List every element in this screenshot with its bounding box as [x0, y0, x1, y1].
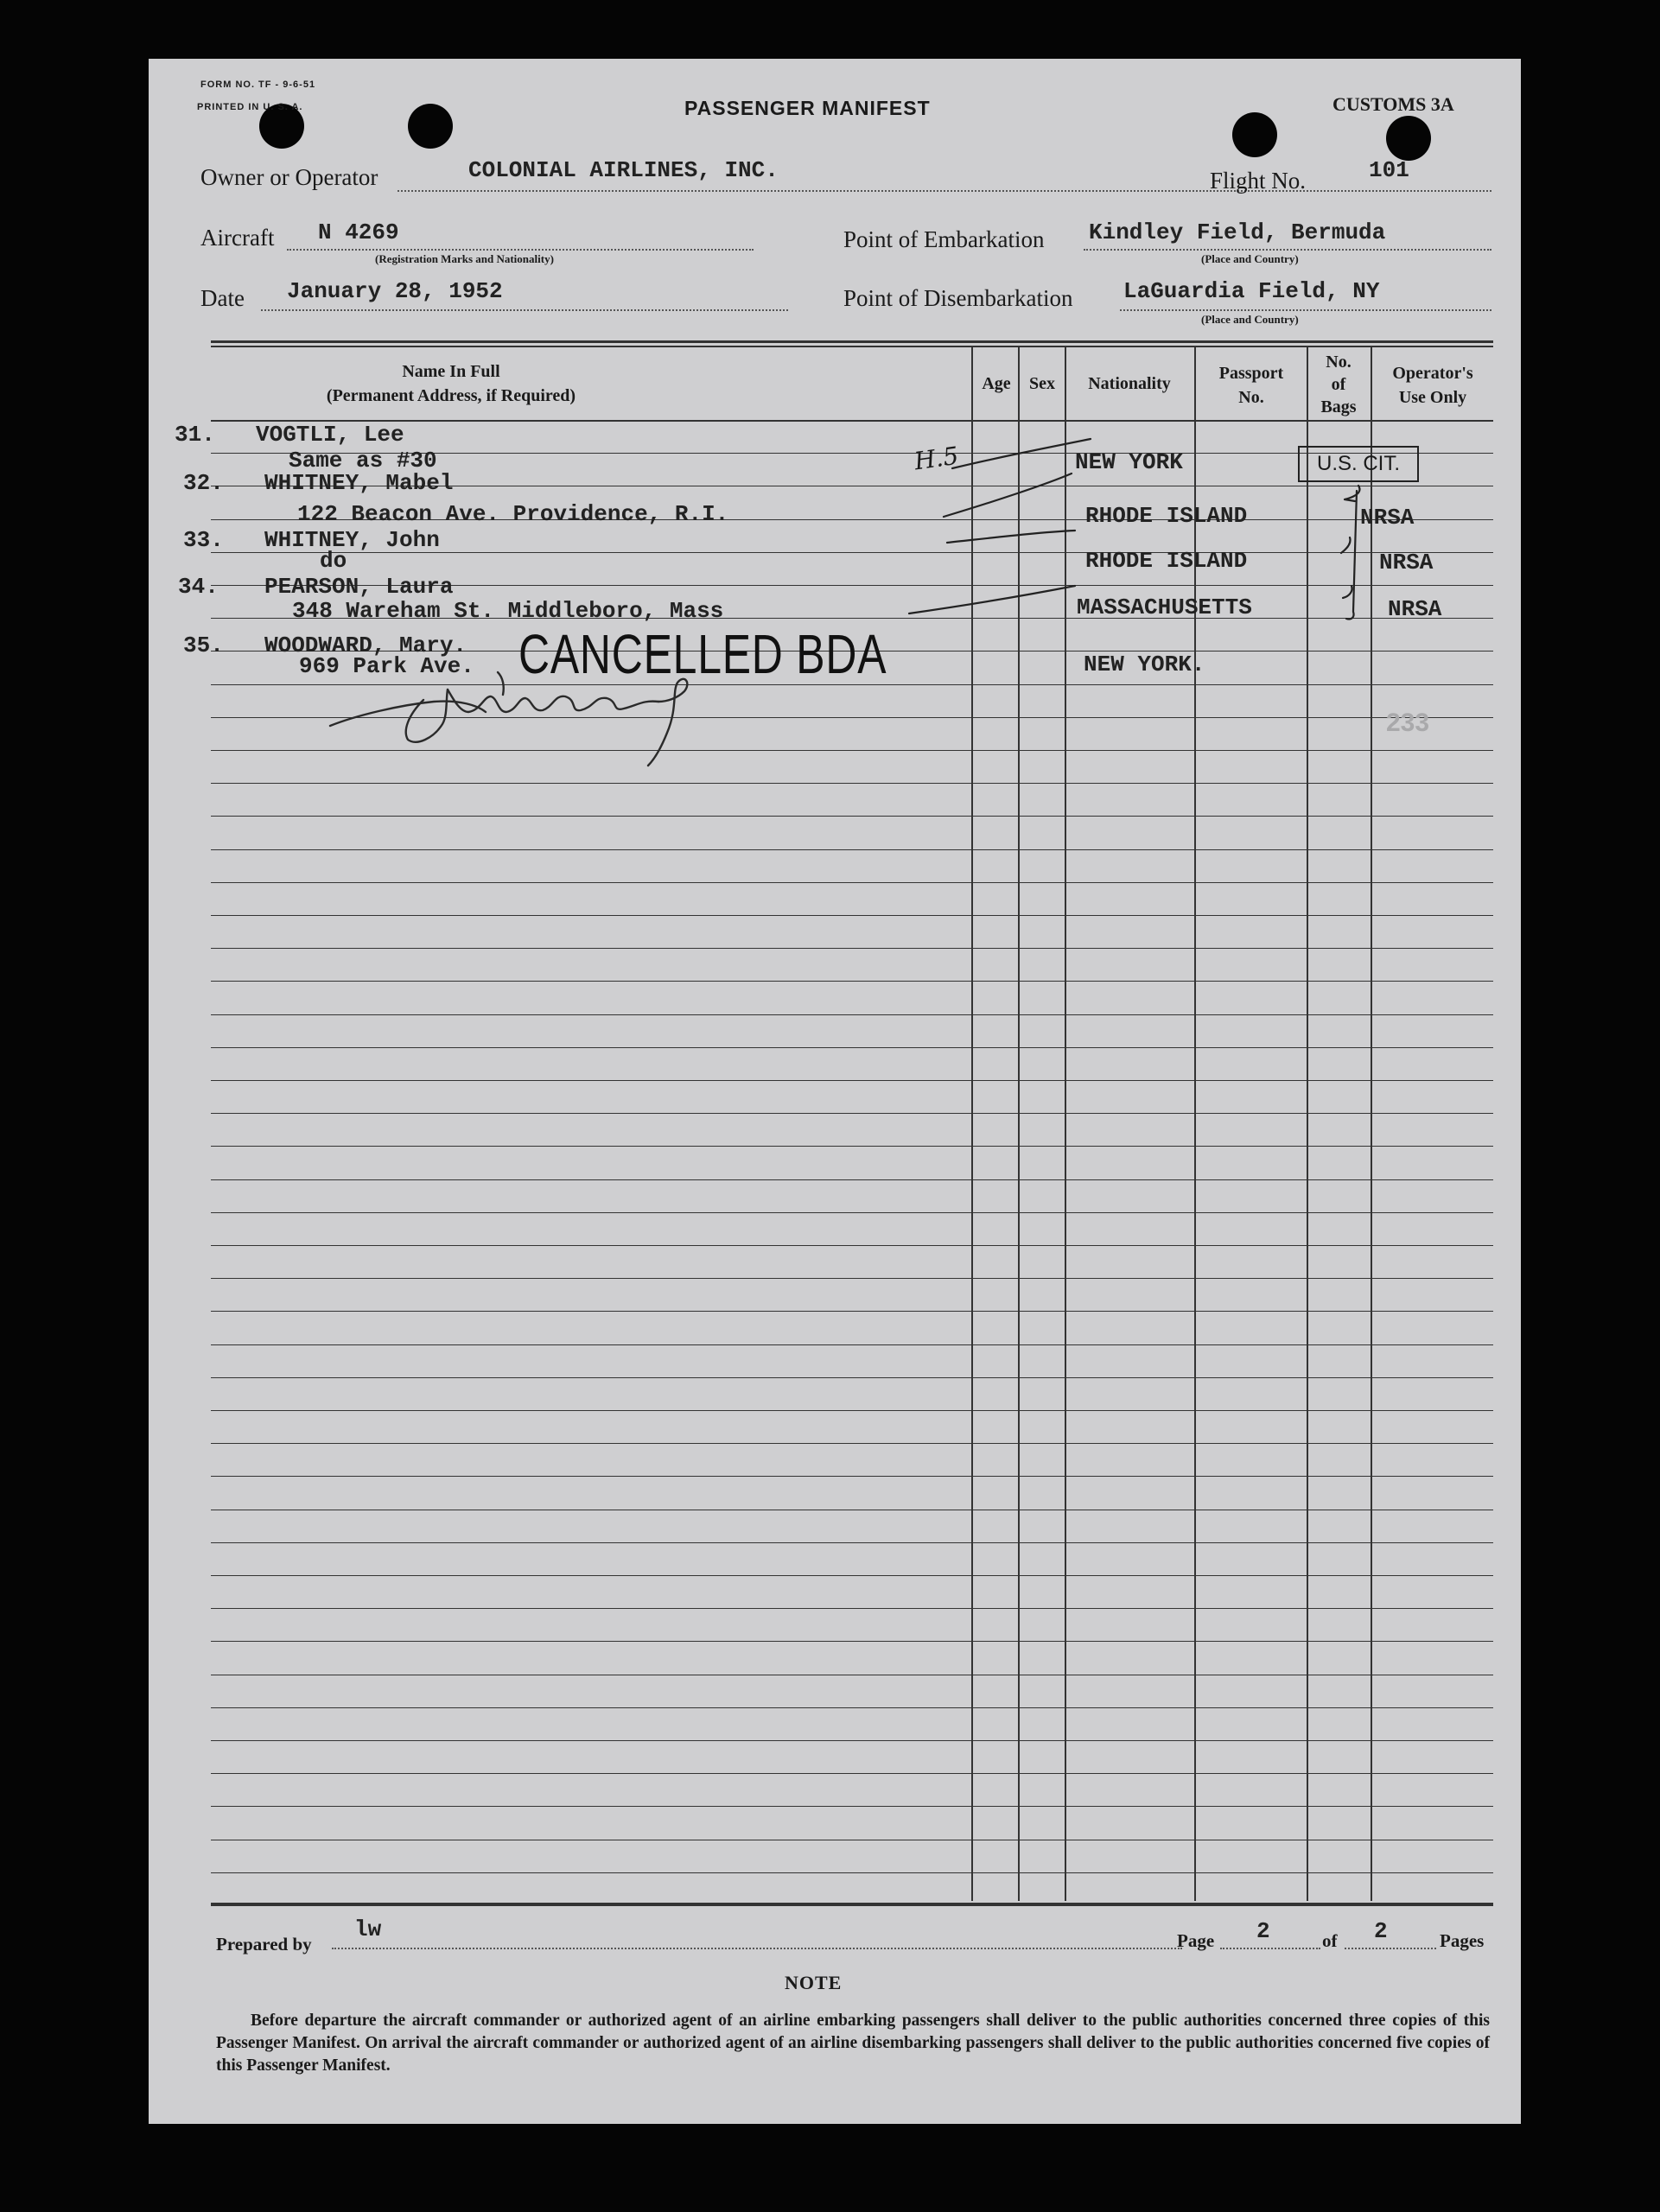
- entry-name: WOODWARD, Mary.: [264, 632, 467, 658]
- prepared-label: Prepared by: [216, 1934, 312, 1955]
- table-row-line: [211, 915, 1493, 916]
- note-body: Before departure the aircraft commander or authorized agent of an airline embarking passengers shall deliver to the public authorities concerned three copies of this Passenger Manifest. On arrival the aircraft commander or authorized agent of an airline disembarking passengers shall deliver to the public authorities concerned five copies of this Passenger Manifest.: [216, 2012, 1490, 2075]
- owner-value: COLONIAL AIRLINES, INC.: [468, 157, 779, 183]
- flight-label: Flight No.: [1210, 168, 1307, 194]
- disembarkation-caption: (Place and Country): [1201, 313, 1299, 326]
- embarkation-label: Point of Embarkation: [843, 226, 1045, 252]
- citizen-stamp: U.S. CIT.: [1298, 446, 1419, 482]
- table-row-line: [211, 1377, 1493, 1378]
- entry-use: NRSA: [1388, 596, 1442, 622]
- entry-name: WHITNEY, Mabel: [264, 470, 454, 496]
- entry-nationality: MASSACHUSETTS: [1077, 594, 1252, 620]
- of-label: of: [1322, 1930, 1338, 1951]
- table-row-line: [211, 1872, 1493, 1873]
- customs-label: CUSTOMS 3A: [1332, 93, 1454, 115]
- aircraft-value: N 4269: [318, 219, 399, 245]
- note-title: NOTE: [785, 1972, 843, 1993]
- entry-number: 35.: [183, 632, 224, 658]
- table-row-line: [211, 1212, 1493, 1213]
- embarkation-caption: (Place and Country): [1201, 252, 1299, 265]
- prepared-value: lw: [354, 1916, 382, 1942]
- printed-in: PRINTED IN U. S. A.: [197, 102, 303, 112]
- table-row-line: [211, 1542, 1493, 1543]
- table-row-line: [211, 1740, 1493, 1741]
- table-row-line: [211, 1311, 1493, 1312]
- date-label: Date: [200, 285, 245, 311]
- aircraft-label: Aircraft: [200, 225, 275, 251]
- entry-name: WHITNEY, John: [264, 527, 440, 553]
- table-row-line: [211, 1641, 1493, 1642]
- table-row-line: [211, 1245, 1493, 1246]
- entry-nationality: NEW YORK: [1075, 449, 1183, 475]
- disembarkation-label: Point of Disembarkation: [843, 285, 1073, 311]
- table-row-line: [211, 1014, 1493, 1015]
- page-label: Page: [1177, 1930, 1215, 1951]
- table-row-line: [211, 1344, 1493, 1345]
- handwritten-marks: [149, 59, 1521, 836]
- table-row-line: [211, 1278, 1493, 1279]
- entry-use: NRSA: [1360, 505, 1415, 531]
- table-row-line: [211, 981, 1493, 982]
- header-operator: Operator's Use Only: [1392, 364, 1473, 407]
- table-row-line: [211, 1905, 1493, 1906]
- table-row-line: [211, 1608, 1493, 1609]
- table-row-line: [211, 1113, 1493, 1114]
- header-age: Age: [982, 374, 1011, 393]
- page-value: 2: [1256, 1918, 1270, 1944]
- entry-nationality: NEW YORK.: [1084, 652, 1205, 677]
- form-number: FORM NO. TF - 9-6-51: [200, 79, 316, 90]
- faint-number: 233: [1386, 709, 1430, 737]
- table-row-line: [211, 1806, 1493, 1807]
- entry-name: VOGTLI, Lee: [256, 422, 404, 448]
- table-row-line: [211, 1476, 1493, 1477]
- entry-address: 969 Park Ave.: [299, 653, 474, 679]
- entry-number: 32.: [183, 470, 224, 496]
- entry-number: 34.: [178, 574, 219, 600]
- header-nationality: Nationality: [1088, 374, 1171, 393]
- table-row-line: [211, 1047, 1493, 1048]
- header-name: Name In Full (Permanent Address, if Required): [326, 362, 576, 405]
- table-row-line: [211, 1179, 1493, 1180]
- entry-name: PEARSON, Laura: [264, 574, 454, 600]
- embarkation-value: Kindley Field, Bermuda: [1089, 219, 1386, 245]
- aircraft-caption: (Registration Marks and Nationality): [375, 252, 554, 265]
- header-bags: No. of Bags: [1320, 353, 1357, 416]
- cancelled-stamp: CANCELLED BDA: [518, 623, 887, 685]
- form-title: PASSENGER MANIFEST: [684, 97, 931, 119]
- table-row-line: [211, 1080, 1493, 1081]
- owner-label: Owner or Operator: [200, 164, 378, 190]
- table-row-line: [211, 948, 1493, 949]
- entry-nationality: RHODE ISLAND: [1085, 503, 1248, 529]
- flight-value: 101: [1369, 157, 1409, 183]
- manifest-document: [149, 59, 1521, 2124]
- entry-nationality: RHODE ISLAND: [1085, 548, 1248, 574]
- entry-mark: H.5: [912, 441, 961, 476]
- table-row-line: [211, 1773, 1493, 1774]
- header-sex: Sex: [1029, 374, 1055, 393]
- entry-use: NRSA: [1379, 550, 1434, 575]
- entry-address: Same as #30: [289, 448, 437, 474]
- table-row-line: [211, 1410, 1493, 1411]
- entry-number: 33.: [183, 527, 224, 553]
- entry-address: do: [320, 548, 347, 574]
- entry-address: 122 Beacon Ave. Providence, R.I.: [297, 501, 729, 527]
- table-row-line: [211, 1146, 1493, 1147]
- entry-number: 31.: [175, 422, 215, 448]
- table-bottom-line: [211, 1903, 1493, 1905]
- table-row-line: [211, 1707, 1493, 1708]
- table-row-line: [211, 882, 1493, 883]
- table-row-line: [211, 1443, 1493, 1444]
- entry-address: 348 Wareham St. Middleboro, Mass: [292, 598, 724, 624]
- header-passport: Passport No.: [1218, 364, 1284, 407]
- table-row-line: [211, 849, 1493, 850]
- disembarkation-value: LaGuardia Field, NY: [1123, 278, 1380, 304]
- pages-label: Pages: [1440, 1930, 1485, 1951]
- of-value: 2: [1374, 1918, 1388, 1944]
- table-row-line: [211, 1575, 1493, 1576]
- date-value: January 28, 1952: [287, 278, 503, 304]
